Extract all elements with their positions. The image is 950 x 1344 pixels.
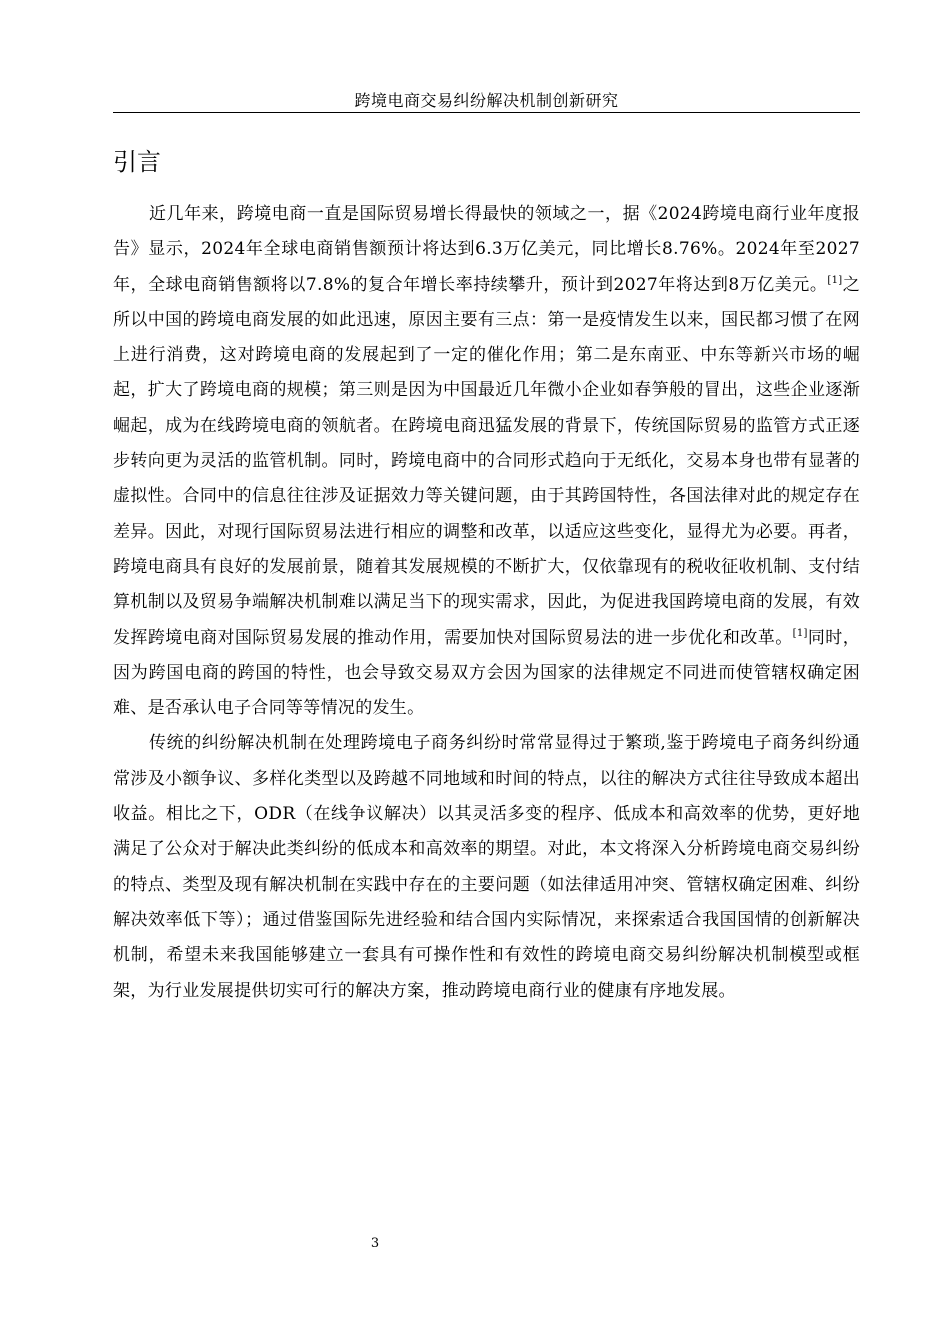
paragraph-1-part-3: 同时，因为跨国电商的跨国的特性，也会导致交易双方会因为国家的法律规定不同进而使管辖权确定困难、是否承认电子合同等等情况的发生。 <box>113 627 860 719</box>
paragraph-2: 传统的纠纷解决机制在处理跨境电子商务纠纷时常常显得过于繁琐,鉴于跨境电子商务纠纷通常涉及小额争议、多样化类型以及跨越不同地域和时间的特点，以往的解决方式往往导致成本超出收益。相比之下，ODR（在线争议解决）以其灵活多变的程序、低成本和高效率的优势，更好地满足了公众对于解决此类纠纷的低成本和高效率的期望。对此，本文将深入分析跨境电商交易纠纷的特点、类型及现有解决机制在实践中存在的主要问题（如法律适用冲突、管辖权确定困难、纠纷解决效率低下等）；通过借鉴国际先进经验和结合国内实际情况，来探索适合我国国情的创新解决机制，希望未来我国能够建立一套具有可操作性和有效性的跨境电商交易纠纷解决机制模型或框架，为行业发展提供切实可行的解决方案，推动跨境电商行业的健康有序地发展。 <box>113 733 860 1001</box>
citation-ref-1[interactable]: [1] <box>827 274 843 286</box>
paragraph-1-part-2: 之所以中国的跨境电商发展的如此迅速，原因主要有三点：第一是疫情发生以来，国民都习惯了在网上进行消费，这对跨境电商的发展起到了一定的催化作用；第二是东南亚、中东等新兴市场的崛起，扩大了跨境电商的规模；第三则是因为中国最近几年微小企业如春笋般的冒出，这些企业逐渐崛起，成为在线跨境电商的领航者。在跨境电商迅猛发展的背景下，传统国际贸易的监管方式正逐步转向更为灵活的监管机制。同时，跨境电商中的合同形式趋向于无纸化，交易本身也带有显著的虚拟性。合同中的信息往往涉及证据效力等关键问题，由于其跨国特性，各国法律对此的规定存在差异。因此，对现行国际贸易法进行相应的调整和改革，以适应这些变化，显得尤为必要。再者，跨境电商具有良好的发展前景，随着其发展规模的不断扩大，仅依靠现有的税收征收机制、支付结算机制以及贸易争端解决机制难以满足当下的现实需求，因此，为促进我国跨境电商的发展，有效发挥跨境电商对国际贸易发展的推动作用，需要加快对国际贸易法的进一步优化和改革。 <box>113 274 860 648</box>
citation-ref-2[interactable]: [1] <box>792 627 808 639</box>
body-text <box>113 197 860 1009</box>
paragraph-1 <box>113 197 860 726</box>
header-rule <box>113 112 860 113</box>
page-number: 3 <box>370 1236 380 1251</box>
paragraph-1-part-1: 近几年来，跨境电商一直是国际贸易增长得最快的领域之一，据《2024跨境电商行业年度报告》显示，2024年全球电商销售额预计将达到6.3万亿美元，同比增长8.76%。2024年至2027年，全球电商销售额将以7.8%的复合年增长率持续攀升，预计到2027年将达到8万亿美元。 <box>113 204 860 295</box>
section-heading: 引言 <box>113 148 161 176</box>
running-header: 跨境电商交易纠纷解决机制创新研究 <box>354 91 619 110</box>
